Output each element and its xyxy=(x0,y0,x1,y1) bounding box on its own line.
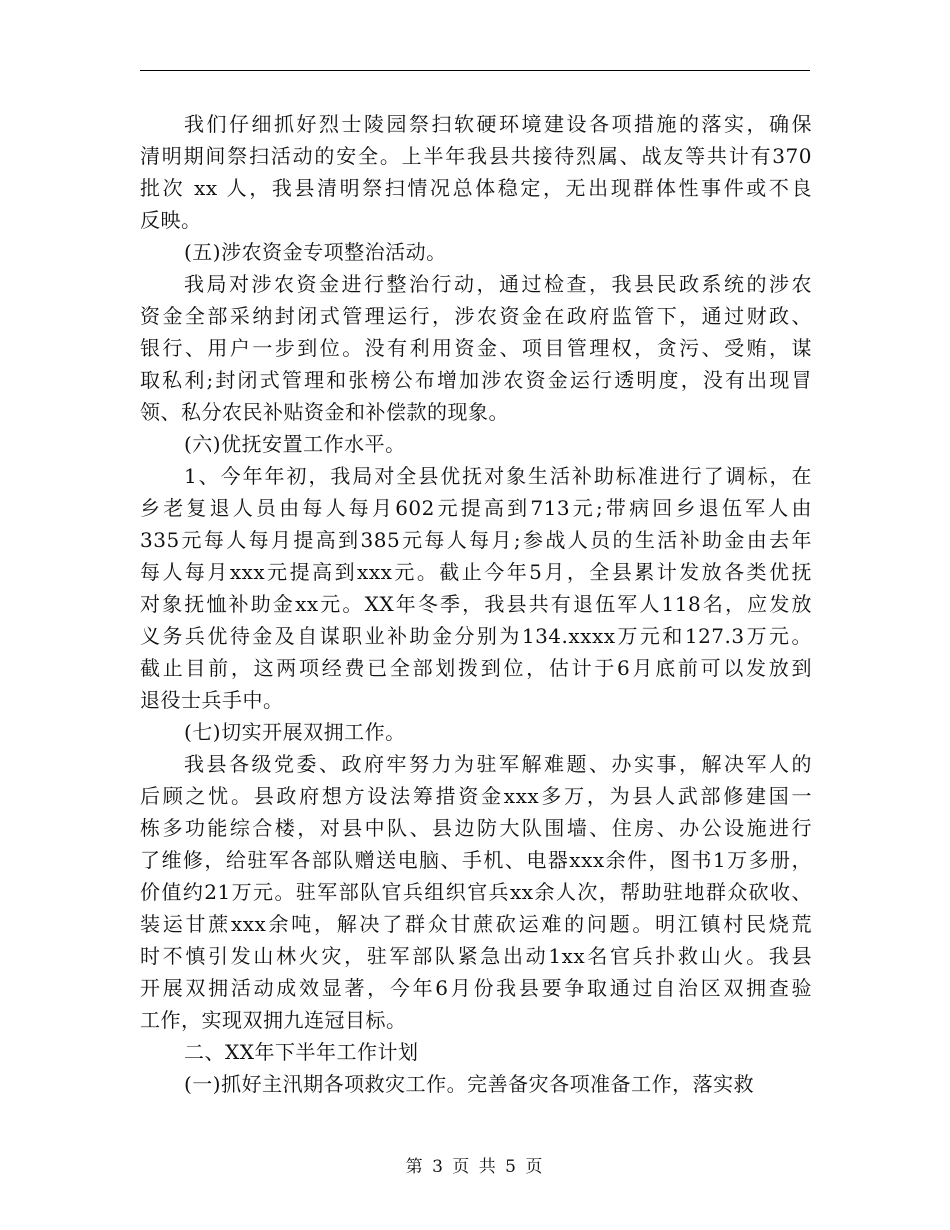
paragraph-line: 清明期间祭扫活动的安全。上半年我县共接待烈属、战友等共计有370 xyxy=(140,144,812,168)
paragraph-line: 了维修，给驻军各部队赠送电脑、手机、电器xxx余件，图书1万多册， xyxy=(140,848,812,872)
paragraph-line: 价值约21万元。驻军部队官兵组织官兵xx余人次，帮助驻地群众砍收、 xyxy=(140,880,812,904)
paragraph-line: 乡老复退人员由每人每月602元提高到713元;带病回乡退伍军人由 xyxy=(140,496,812,520)
paragraph-line: 我局对涉农资金进行整治行动，通过检查，我县民政系统的涉农 xyxy=(184,272,812,296)
paragraph-line: 时不慎引发山林火灾，驻军部队紧急出动1xx名官兵扑救山火。我县 xyxy=(140,944,812,968)
paragraph-line: 每人每月xxx元提高到xxx元。截止今年5月，全县累计发放各类优抚 xyxy=(140,560,812,584)
page-footer: 第 3 页 共 5 页 xyxy=(405,1157,545,1177)
paragraph-line: 开展双拥活动成效显著，今年6月份我县要争取通过自治区双拥查验 xyxy=(140,976,812,1000)
paragraph-line: (一)抓好主汛期各项救灾工作。完善备灾各项准备工作，落实救 xyxy=(184,1072,755,1096)
paragraph-line: 退役士兵手中。 xyxy=(140,688,284,712)
paragraph-line: 截止目前，这两项经费已全部划拨到位，估计于6月底前可以发放到 xyxy=(140,656,812,680)
paragraph-line: 装运甘蔗xxx余吨，解决了群众甘蔗砍运难的问题。明江镇村民烧荒 xyxy=(140,912,812,936)
paragraph-line: 1、今年年初，我局对全县优抚对象生活补助标准进行了调标，在 xyxy=(184,464,812,488)
paragraph-line: 领、私分农民补贴资金和补偿款的现象。 xyxy=(140,400,509,424)
paragraph-line: (七)切实开展双拥工作。 xyxy=(184,720,406,744)
paragraph-line: 义务兵优待金及自谋职业补助金分别为134.xxxx万元和127.3万元。 xyxy=(140,624,812,648)
paragraph-line: (六)优抚安置工作水平。 xyxy=(184,432,406,456)
paragraph-line: 银行、用户一步到位。没有利用资金、项目管理权，贪污、受贿，谋 xyxy=(140,336,812,360)
paragraph-line: 我们仔细抓好烈士陵园祭扫软硬环境建设各项措施的落实，确保 xyxy=(184,112,812,136)
paragraph-line: 工作，实现双拥九连冠目标。 xyxy=(140,1008,407,1032)
paragraph-line: 反映。 xyxy=(140,208,202,232)
header-rule xyxy=(140,70,810,71)
paragraph-line: 资金全部采纳封闭式管理运行，涉农资金在政府监管下，通过财政、 xyxy=(140,304,812,328)
paragraph-line: 栋多功能综合楼，对县中队、县边防大队围墙、住房、办公设施进行 xyxy=(140,816,812,840)
paragraph-line: 批次 xx 人，我县清明祭扫情况总体稳定，无出现群体性事件或不良 xyxy=(140,176,812,200)
paragraph-line: 后顾之忧。县政府想方设法筹措资金xxx多万，为县人武部修建国一 xyxy=(140,784,812,808)
paragraph-line: 二、XX年下半年工作计划 xyxy=(184,1040,419,1064)
paragraph-line: 对象抚恤补助金xx元。XX年冬季，我县共有退伍军人118名，应发放 xyxy=(140,592,812,616)
paragraph-line: 335元每人每月提高到385元每人每月;参战人员的生活补助金由去年 xyxy=(140,528,812,552)
paragraph-line: (五)涉农资金专项整治活动。 xyxy=(184,240,447,264)
paragraph-line: 我县各级党委、政府牢努力为驻军解难题、办实事，解决军人的 xyxy=(184,752,812,776)
body-text xyxy=(140,108,812,1100)
paragraph-line: 取私利;封闭式管理和张榜公布增加涉农资金运行透明度，没有出现冒 xyxy=(140,368,812,392)
